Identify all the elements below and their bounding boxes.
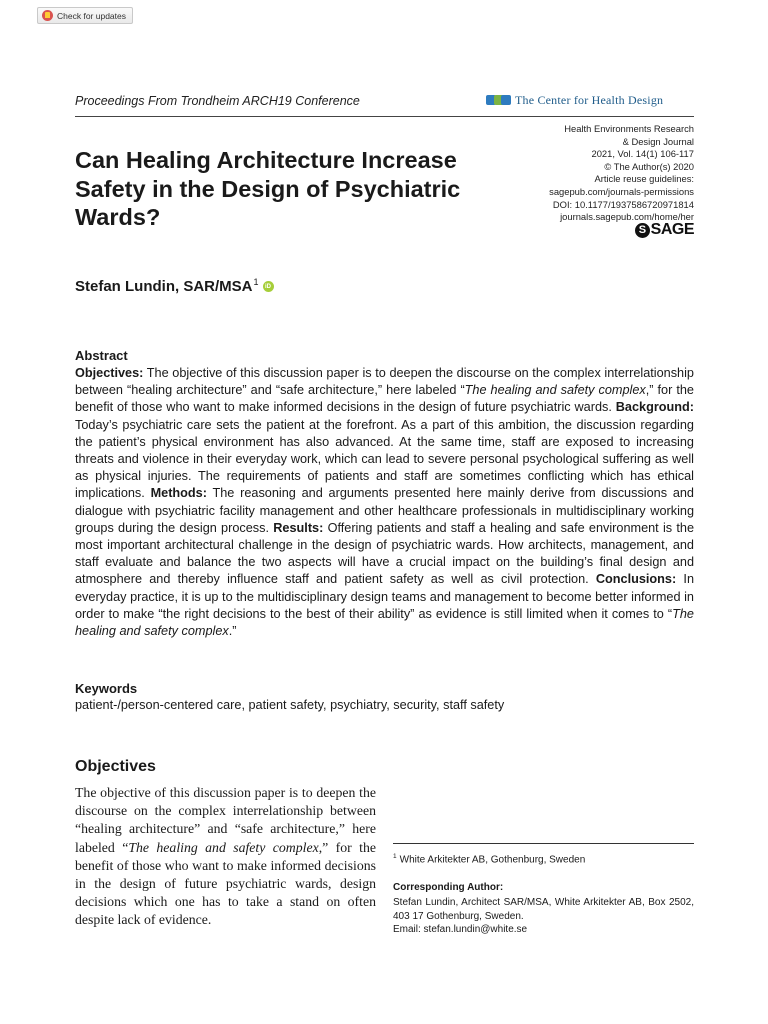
sage-logo bbox=[635, 221, 694, 239]
reuse-link[interactable]: sagepub.com/journals-permissions bbox=[549, 185, 694, 197]
corresponding-author-text: Stefan Lundin, Architect SAR/MSA, White Arkitekter AB, Box 2502, 403 17 Gothenburg, Sweden. bbox=[393, 897, 694, 922]
keywords-list: patient-/person-centered care, patient safety, psychiatry, security, staff safety bbox=[75, 698, 505, 712]
conclusions-text-end: .” bbox=[228, 624, 237, 639]
journal-meta-line: & Design Journal bbox=[622, 135, 694, 147]
chd-logo-text: The Center for Health Design bbox=[515, 93, 664, 107]
methods-text: The reasoning and arguments presented here mainly derive from discussions and dialogue with psychiatric facility management and other healthcare professionals in multidisciplinary working groups during the design process. bbox=[75, 486, 694, 535]
chd-logo-icon bbox=[485, 93, 511, 108]
abstract-text bbox=[75, 365, 694, 640]
sage-logo-text: SAGE bbox=[650, 221, 694, 238]
keywords-heading: Keywords bbox=[75, 681, 138, 696]
journal-meta-line: Health Environments Research bbox=[564, 123, 694, 134]
results-label: Results: bbox=[273, 520, 324, 535]
objectives-section-body bbox=[75, 784, 376, 930]
header-rule bbox=[75, 116, 694, 117]
check-for-updates-label: Check for updates bbox=[57, 10, 126, 21]
journal-meta-line: 2021, Vol. 14(1) 106-117 bbox=[591, 148, 694, 160]
objectives-text: The objective of this discussion paper is to deepen the discourse on the complex interrelationship between “healing architecture” and “safe architecture,” here labeled “ bbox=[75, 366, 694, 398]
author-line bbox=[75, 278, 274, 295]
background-text: Today’s psychiatric care sets the patient at the forefront. As a part of this ambition, the discussion regarding the patient’s physical environment has also advanced. At the same time, staff are exposed to increasing threats and violence in their everyday work, which can lead to severe personal psychological suffering as well as physical injuries. The requirements of patients and staff are sometimes conflicting which has ethical implications. bbox=[75, 417, 694, 501]
author-name: Stefan Lundin, SAR/MSA bbox=[75, 278, 253, 295]
abstract-heading: Abstract bbox=[75, 348, 128, 363]
conclusions-text: In everyday practice, it is up to the multidisciplinary design teams and management to become better informed in order to make “the right decisions to the best of their ability” as evidence is still limited when it comes to “ bbox=[75, 572, 695, 621]
corresponding-email[interactable]: Email: stefan.lundin@white.se bbox=[393, 924, 528, 936]
crossmark-icon bbox=[42, 10, 53, 21]
objectives-text-end: ,” for the benefit of those who want to make informed decisions in the design of future psychiatric wards. bbox=[75, 383, 694, 415]
objectives-italic: The healing and safety complex bbox=[464, 383, 646, 398]
objectives-body-italic: The healing and safety complex bbox=[128, 839, 319, 855]
journal-meta-line: Article reuse guidelines: bbox=[594, 173, 694, 185]
corresponding-author-heading: Corresponding Author: bbox=[393, 882, 504, 893]
center-for-health-design-logo bbox=[485, 93, 663, 108]
footnote-text: White Arkitekter AB, Gothenburg, Sweden bbox=[399, 854, 586, 866]
background-label: Background: bbox=[615, 400, 694, 415]
orcid-icon[interactable]: iD bbox=[263, 281, 274, 292]
conclusions-italic: The healing and safety complex bbox=[75, 606, 694, 639]
results-text: Offering patients and staff a healing and safe environment is the most important architectural challenge in the design of psychiatric wards. How architects, management, and staff evaluate and balance the two aspects will have a crucial impact on the building’s final design and atmosphere and thereby influence staff and patient safety as well as civil protection. bbox=[75, 520, 694, 587]
check-for-updates-button[interactable] bbox=[37, 7, 133, 24]
objectives-section-heading: Objectives bbox=[75, 758, 156, 775]
objectives-body-text-end: ,” for the benefit of those who want to make informed decisions in the design of future psychiatric wards, design decisions which one has to take a stand on often despite lack of evidence. bbox=[75, 839, 376, 928]
methods-label: Methods: bbox=[150, 486, 207, 501]
conference-name: Proceedings From Trondheim ARCH19 Conference bbox=[75, 94, 360, 108]
affiliation-mark: 1 bbox=[253, 276, 259, 287]
sage-s-icon: S bbox=[635, 223, 650, 238]
doi-link[interactable]: DOI: 10.1177/1937586720971814 bbox=[552, 198, 694, 210]
objectives-body-text: The objective of this discussion paper is to deepen the discourse on the complex interrelationship between “healing architecture” and “safe architecture,” here labeled “ bbox=[75, 785, 376, 855]
conclusions-label: Conclusions: bbox=[595, 572, 677, 587]
objectives-label: Objectives: bbox=[75, 366, 144, 380]
footnote-mark: 1 bbox=[393, 853, 397, 860]
journal-meta bbox=[549, 123, 694, 224]
journal-home-link[interactable]: journals.sagepub.com/home/her bbox=[560, 211, 694, 223]
journal-meta-line: © The Author(s) 2020 bbox=[604, 160, 694, 172]
corresponding-author-block bbox=[393, 896, 694, 937]
article-title: Can Healing Architecture Increase Safety in the Design of Psychiatric Wards? bbox=[75, 147, 461, 230]
footnote-rule bbox=[393, 843, 694, 844]
affiliation-footnote bbox=[393, 853, 585, 865]
